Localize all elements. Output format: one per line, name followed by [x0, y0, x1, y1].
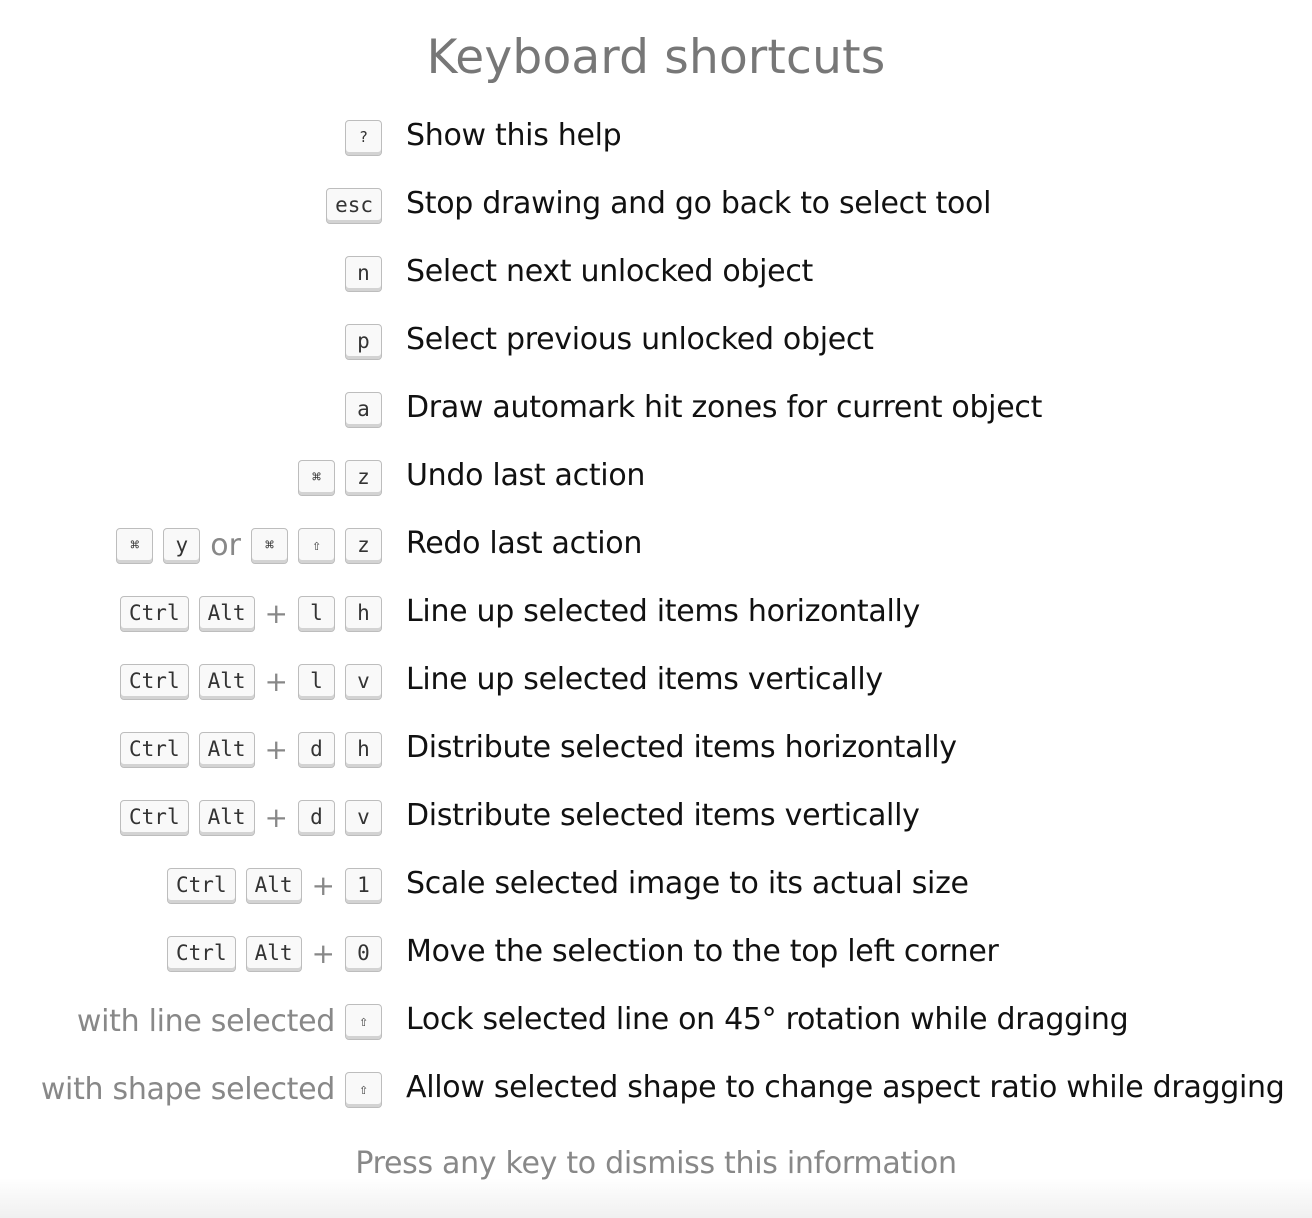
shortcut-row-actual-size: [0, 850, 1312, 918]
shortcut-description: Lock selected line on 45° rotation while dragging: [406, 1002, 1129, 1037]
shortcut-row-esc: [0, 170, 1312, 238]
shortcut-list: [0, 102, 1312, 1122]
plus-separator: +: [264, 665, 288, 698]
key-ctrl: Ctrl: [120, 596, 189, 632]
plus-separator: +: [264, 597, 288, 630]
shortcut-row-distribute-vertical: [0, 782, 1312, 850]
shortcut-description: Scale selected image to its actual size: [406, 866, 969, 901]
shortcut-description: Redo last action: [406, 526, 643, 561]
shortcut-row-automark: [0, 374, 1312, 442]
key-ctrl: Ctrl: [167, 868, 236, 904]
key-z: z: [345, 528, 382, 564]
shortcut-description: Distribute selected items vertically: [406, 798, 920, 833]
key-combo: [120, 800, 382, 836]
shift-key-icon: ⇧: [298, 528, 335, 564]
shortcut-description: Distribute selected items horizontally: [406, 730, 957, 765]
key-combo: [116, 528, 382, 564]
key-h: h: [345, 732, 382, 768]
command-key-icon: ⌘: [298, 460, 335, 496]
shortcut-row-aspect-ratio: [0, 1054, 1312, 1122]
shortcut-description: Draw automark hit zones for current object: [406, 390, 1043, 425]
shortcut-row-top-left: [0, 918, 1312, 986]
key-esc: esc: [326, 188, 382, 224]
shortcut-row-lock-line: [0, 986, 1312, 1054]
key-v: v: [345, 664, 382, 700]
plus-separator: +: [311, 869, 335, 902]
key-n: n: [345, 256, 382, 292]
key-combo: [298, 460, 382, 496]
key-combo: [326, 188, 382, 224]
key-h: h: [345, 596, 382, 632]
key-z: z: [345, 460, 382, 496]
key-p: p: [345, 324, 382, 360]
key-combo: [41, 1072, 382, 1108]
context-label: with line selected: [76, 1004, 335, 1039]
shortcut-description: Show this help: [406, 118, 622, 153]
shortcut-description: Allow selected shape to change aspect ratio while dragging: [406, 1070, 1285, 1105]
key-combo: [345, 324, 382, 360]
shortcut-row-redo: [0, 510, 1312, 578]
command-key-icon: ⌘: [251, 528, 288, 564]
shortcut-row-next: [0, 238, 1312, 306]
key-d: d: [298, 800, 335, 836]
shortcut-description: Stop drawing and go back to select tool: [406, 186, 992, 221]
shift-key-icon: ⇧: [345, 1072, 382, 1108]
key-combo: [167, 868, 382, 904]
plus-separator: +: [264, 801, 288, 834]
key-alt: Alt: [199, 800, 255, 836]
key-alt: Alt: [246, 936, 302, 972]
key-y: y: [163, 528, 200, 564]
key-combo: [120, 596, 382, 632]
key-combo: [120, 732, 382, 768]
key-l: l: [298, 596, 335, 632]
shortcut-row-line-up-vertical: [0, 646, 1312, 714]
bottom-fade: [0, 1178, 1312, 1218]
shortcut-row-distribute-horizontal: [0, 714, 1312, 782]
plus-separator: +: [311, 937, 335, 970]
page-title: Keyboard shortcuts: [426, 30, 886, 85]
key-1: 1: [345, 868, 382, 904]
key-combo: [120, 664, 382, 700]
key-v: v: [345, 800, 382, 836]
shortcut-description: Select previous unlocked object: [406, 322, 874, 357]
key-combo: [167, 936, 382, 972]
key-alt: Alt: [199, 596, 255, 632]
command-key-icon: ⌘: [116, 528, 153, 564]
shortcut-description: Undo last action: [406, 458, 646, 493]
context-label: with shape selected: [40, 1072, 335, 1107]
key-ctrl: Ctrl: [167, 936, 236, 972]
key-ctrl: Ctrl: [120, 800, 189, 836]
shortcut-description: Line up selected items vertically: [406, 662, 883, 697]
key-a: a: [345, 392, 382, 428]
key-alt: Alt: [199, 664, 255, 700]
key-alt: Alt: [199, 732, 255, 768]
key-combo: [345, 120, 382, 156]
shortcut-description: Line up selected items horizontally: [406, 594, 920, 629]
shortcut-description: Select next unlocked object: [406, 254, 813, 289]
shortcut-row-undo: [0, 442, 1312, 510]
or-separator: or: [210, 528, 241, 563]
key-d: d: [298, 732, 335, 768]
key-alt: Alt: [246, 868, 302, 904]
plus-separator: +: [264, 733, 288, 766]
key-ctrl: Ctrl: [120, 732, 189, 768]
key-l: l: [298, 664, 335, 700]
shift-key-icon: ⇧: [345, 1004, 382, 1040]
key-combo: [345, 392, 382, 428]
key-question: ?: [345, 120, 382, 156]
key-combo: [345, 256, 382, 292]
shortcut-row-help: [0, 102, 1312, 170]
key-combo: [77, 1004, 382, 1040]
key-ctrl: Ctrl: [120, 664, 189, 700]
shortcut-row-line-up-horizontal: [0, 578, 1312, 646]
dismiss-hint: Press any key to dismiss this information: [355, 1146, 957, 1181]
key-0: 0: [345, 936, 382, 972]
shortcut-description: Move the selection to the top left corner: [406, 934, 999, 969]
shortcut-row-previous: [0, 306, 1312, 374]
